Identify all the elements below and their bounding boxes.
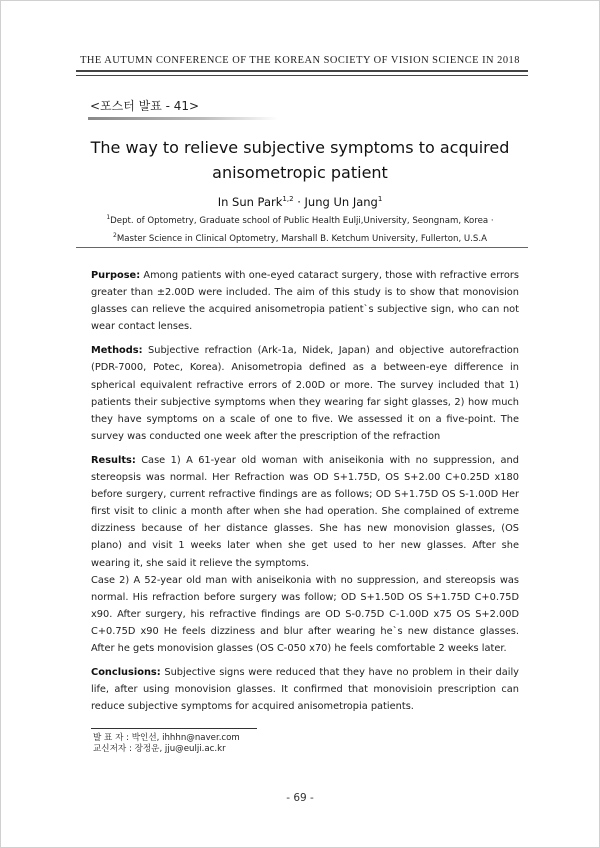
methods-paragraph	[91, 342, 519, 445]
conference-header: THE AUTUMN CONFERENCE OF THE KOREAN SOCIETY OF VISION SCIENCE IN 2018	[80, 55, 520, 66]
purpose-label: Purpose:	[91, 270, 141, 281]
methods-label: Methods:	[91, 345, 143, 357]
author-list	[0, 195, 600, 209]
affiliation-2-mark: 2	[112, 232, 117, 239]
purpose-text: Among patients with one-eyed cataract surgery, those with refractive errors greater than ±2.00D were included. The aim of this study is to show that monovision glasses can relieve the acquired anisometropia patient`s subjective sign, who can not wear contact lenses.	[91, 270, 519, 333]
abstract-body	[91, 267, 519, 715]
author-2: Jung Un Jang	[304, 195, 378, 209]
author-2-affiliation: 1	[377, 195, 383, 204]
title-line-1: The way to relieve subjective symptoms to acquired	[90, 138, 510, 157]
affiliation-1-mark: 1	[106, 214, 111, 221]
author-1: In Sun Park	[217, 195, 283, 209]
case2-paragraph: Case 2) A 52-year old man with aniseikonia with no suppression, and stereopsis was normal. His refraction before surgery was follow; OD S+1.50D OS S+1.75D C+0.75D x90. After surgery, his refractive findings are OD S-0.75D C-1.00D x75 OS S+2.00D C+0.75D x90 He feels dizziness and blur after wearing he`s new distance glasses. After he gets monovision glasses (OS C-050 x70) he feels comfortable 2 weeks later.	[91, 574, 519, 654]
header-rule-top	[76, 70, 528, 72]
header-rule-bottom	[76, 75, 528, 76]
purpose-paragraph	[91, 267, 519, 335]
footnote-rule	[91, 728, 257, 729]
session-label: <포스터 발표 - 41>	[90, 99, 200, 113]
results-label: Results:	[91, 454, 136, 466]
presenter-footnote: 발 표 자 : 박인선, ihhhn@naver.com	[93, 733, 240, 743]
conclusions-paragraph	[91, 664, 519, 715]
session-underline	[88, 117, 278, 120]
conclusions-text: Subjective signs were reduced that they have no problem in their daily life, after using monovision glasses. It confirmed that monovisioin prescription can reduce subjective symptoms for acquired anisometropia patients.	[91, 667, 519, 713]
affiliation-rule	[76, 247, 528, 248]
corresponding-author-footnote: 교신저자 : 장정운, jju@eulji.ac.kr	[93, 744, 226, 754]
results-paragraph	[91, 452, 519, 572]
affiliation-1	[0, 214, 600, 226]
author-1-affiliation: 1,2	[282, 195, 294, 204]
methods-text: Subjective refraction (Ark-1a, Nidek, Japan) and objective autorefraction (PDR-7000, Potec, Korea). Anisometropia defined as a between-eye difference in spherical equivalent refractive errors of 2.00D or more. The survey included that 1) patients their subjective symptoms when they wearing far sight glasses, 2) how much they have symptoms on a scale of one to five. We assessed it on a five-point. The survey was conducted one week after the prescription of the refraction	[91, 345, 519, 442]
affiliation-1-text: Dept. of Optometry, Graduate school of Public Health Eulji,University, Seongnam, Korea ·	[110, 215, 494, 226]
conclusions-label: Conclusions:	[91, 667, 161, 679]
affiliation-2-text: Master Science in Clinical Optometry, Marshall B. Ketchum University, Fullerton, U.S.A	[116, 233, 487, 244]
paper-title	[0, 135, 600, 185]
results-text: Case 1) A 61-year old woman with aniseikonia with no suppression, and stereopsis was normal. Her Refraction was OD S+1.75D, OS S+2.00 C+0.25D x180 before surgery, current refractive findings are as follows; OD S+1.75D OS S-1.00D Her first visit to clinic a month after when she had operation. She complained of extreme dizziness because of her distance glasses. She has new monovision glasses, (OS plano) and visit 1 weeks later when she get used to her new glasses. After she wearing it, she said it relieve the symptoms.	[91, 454, 519, 569]
title-line-2: anisometropic patient	[212, 163, 388, 182]
author-separator: ·	[293, 195, 305, 209]
affiliation-2	[0, 232, 600, 244]
page-number: - 69 -	[286, 792, 314, 804]
